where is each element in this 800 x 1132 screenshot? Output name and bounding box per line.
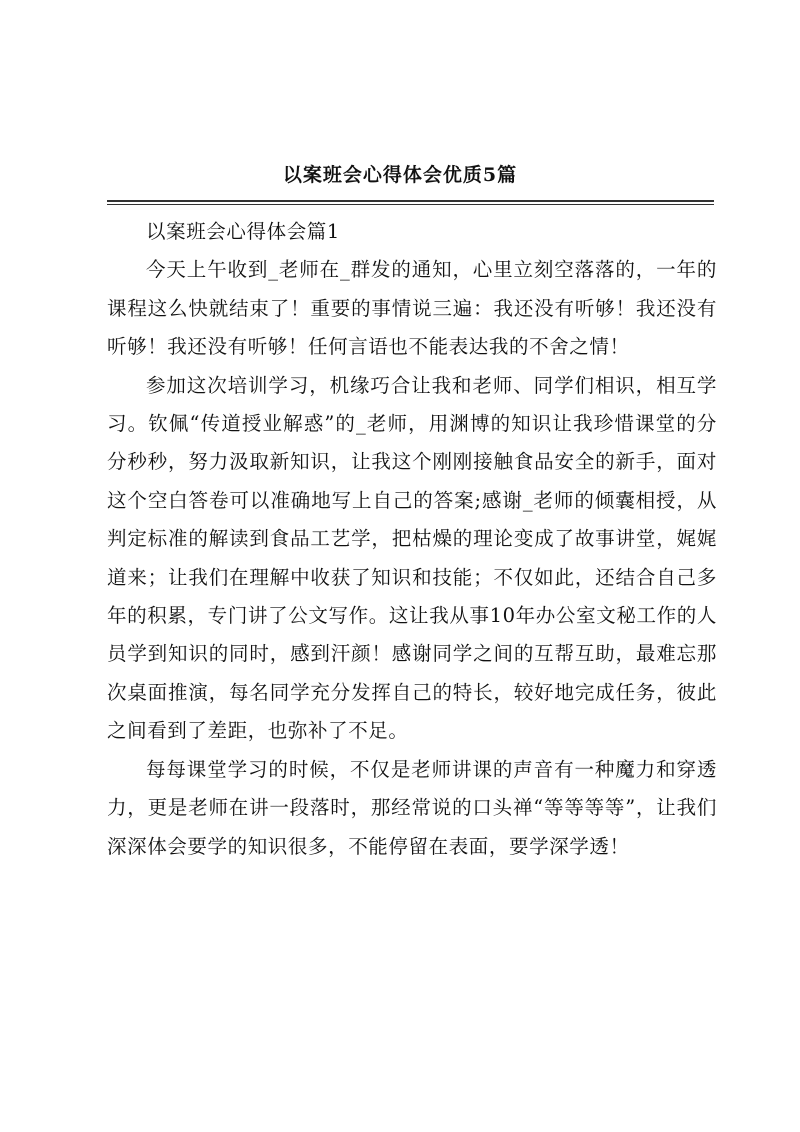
title-double-rule bbox=[107, 200, 714, 205]
document-body bbox=[107, 213, 717, 866]
section-heading: 以案班会心得体会篇1 bbox=[146, 220, 340, 243]
document-title: 以案班会心得体会优质5篇 bbox=[282, 164, 518, 186]
paragraph-3: 每每课堂学习的时候，不仅是老师讲课的声音有一种魔力和穿透力，更是老师在讲一段落时，那经常说的口头禅“等等等等”，让我们深深体会要学的知识很多，不能停留在表面，要学深学透！ bbox=[107, 757, 717, 858]
paragraph-1: 今天上午收到_老师在_群发的通知，心里立刻空落落的，一年的课程这么快就结束了！重要的事情说三遍：我还没有听够！我还没有听够！我还没有听够！任何言语也不能表达我的不舍之情！ bbox=[107, 258, 717, 359]
paragraph-2: 参加这次培训学习，机缘巧合让我和老师、同学们相识，相互学习。钦佩“传道授业解惑”的_老师，用渊博的知识让我珍惜课堂的分分秒秒，努力汲取新知识，让我这个刚刚接触食品安全的新手，面对这个空白答卷可以准确地写上自己的答案;感谢_老师的倾囊相授，从判定标准的解读到食品工艺学，把枯燥的理论变成了故事讲堂，娓娓道来；让我们在理解中收获了知识和技能；不仅如此，还结合自己多年的积累，专门讲了公文写作。这让我从事10年办公室文秘工作的人员学到知识的同时，感到汗颜！感谢同学之间的互帮互助，最难忘那次桌面推演，每名同学充分发挥自己的特长，较好地完成任务，彼此之间看到了差距，也弥补了不足。 bbox=[107, 373, 717, 743]
